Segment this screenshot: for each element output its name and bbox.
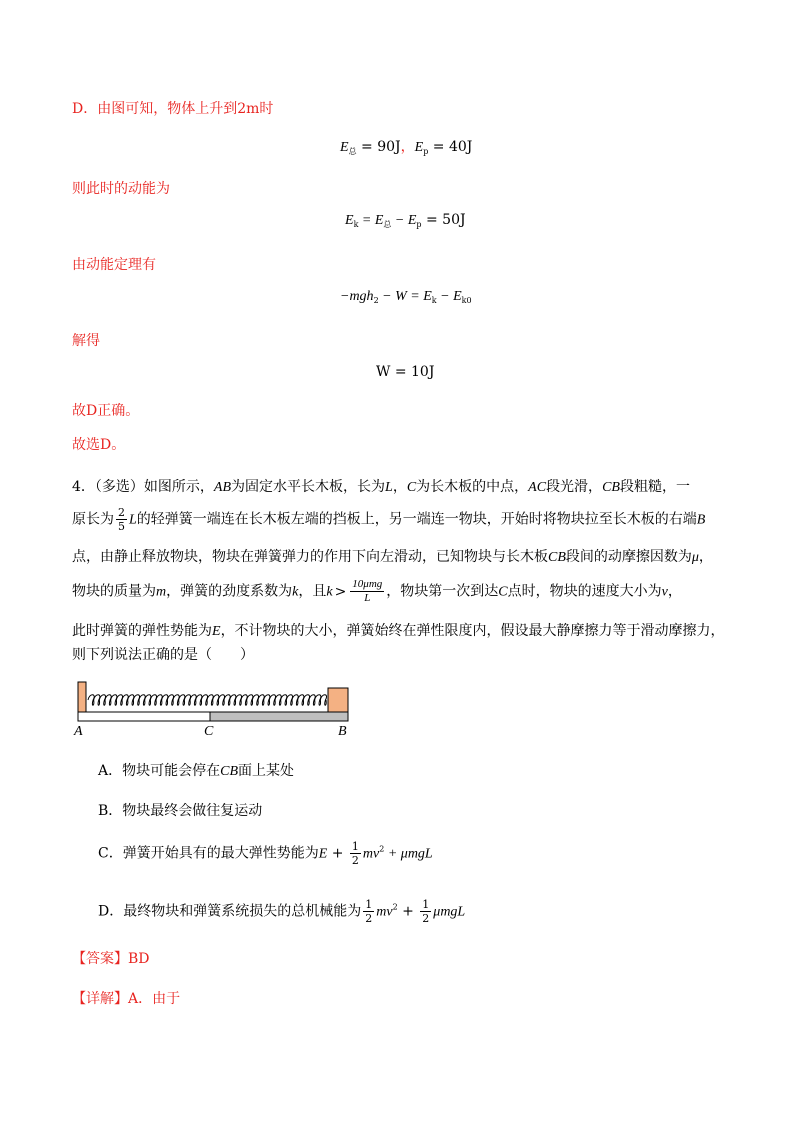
label-b: B xyxy=(338,724,347,739)
question-4-line-6: 则下列说法正确的是（ ） xyxy=(72,647,254,663)
answer-line xyxy=(72,948,150,968)
option-d: D．最终物块和弹簧系统损失的总机械能为 $\frac{1}{2}$ $mv^2$ + $\frac{1}{2}$ μmgL xyxy=(98,898,466,925)
spring-board-figure xyxy=(72,678,362,738)
fraction-two-fifths: $\frac{2}{5}$ xyxy=(118,506,125,533)
question-4-line-4: 物块的质量为m，弹簧的劲度系数为k，且k > $\frac{\text{10μmg}}{L}$ ，物块第一次到达C点时，物块的速度大小为v， xyxy=(72,578,682,604)
label-c: C xyxy=(204,724,214,739)
answer-tag: 【答案】 xyxy=(72,951,128,967)
spring-board-diagram xyxy=(72,678,362,738)
work-energy-theorem-intro: 由动能定理有 xyxy=(72,257,156,273)
detail-tag: 【详解】 xyxy=(72,991,128,1007)
option-a: A．物块可能会停在CB面上某处 xyxy=(98,763,295,779)
equation-work-result: W = 10J xyxy=(376,364,435,380)
slider-block xyxy=(328,688,348,712)
detail-text: A．由于 xyxy=(128,991,181,1007)
question-4-line-1: 4．（多选）如图所示，AB为固定水平长木板，长为L，C为长木板的中点，AC段光滑，CB段粗糙，一 xyxy=(72,479,690,495)
solve-intro: 解得 xyxy=(72,333,100,349)
left-stopper xyxy=(78,682,86,712)
answer-value: BD xyxy=(128,951,150,967)
option-c: C．弹簧开始具有的最大弹性势能为E + $\frac{1}{2}$ $mv^2 + \mu mgL$ xyxy=(98,840,433,867)
equation-work-energy-theorem: $-mgh_2 - W = E_k - E_{k0}$ xyxy=(340,289,472,305)
question-4-line-3: 点，由静止释放物块，物块在弹簧弹力的作用下向左滑动，已知物块与长木板CB段间的动摩擦因数为μ， xyxy=(72,549,713,565)
option-d-conclusion: 故D正确。 xyxy=(72,403,140,419)
question-4-line-5: 此时弹簧的弹性势能为E，不计物块的大小，弹簧始终在弹性限度内，假设最大静摩擦力等于滑动摩擦力， xyxy=(72,623,725,639)
board-rough-cb xyxy=(210,712,348,721)
fraction-ten-mu-mg-over-l: $\frac{\text{10μmg}}{L}$ xyxy=(352,578,383,604)
equation-total-and-potential-energy: $E_总 = 90J$，$E_p = 40J$ xyxy=(340,139,473,156)
equation-kinetic-energy: $E_k = E_总 - E_p = 50J$ xyxy=(345,212,466,229)
detail-line xyxy=(72,988,180,1008)
spring-coil xyxy=(88,695,327,706)
final-choice: 故选D。 xyxy=(72,437,126,453)
label-a: A xyxy=(74,724,83,739)
option-b: B．物块最终会做往复运动 xyxy=(98,803,263,819)
option-d-intro: D．由图可知，物体上升到2m时 xyxy=(72,101,274,117)
board-smooth-ac xyxy=(78,712,210,721)
kinetic-energy-intro: 则此时的动能为 xyxy=(72,181,170,197)
question-4-line-2: 原长为 $\frac{2}{5}$ L的轻弹簧一端连在长木板左端的挡板上，另一端连一物块，开始时将物块拉至长木板的右端B xyxy=(72,506,706,533)
